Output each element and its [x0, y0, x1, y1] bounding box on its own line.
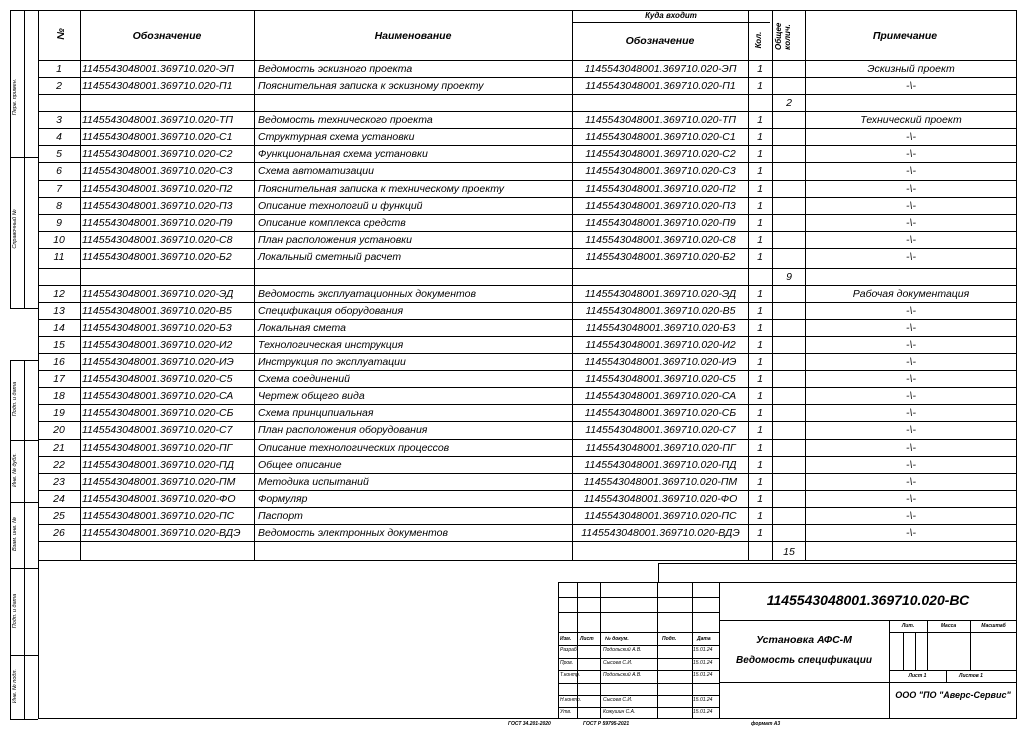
row-designation: 1145543048001.369710.020-С2 [82, 148, 233, 160]
row-designation: 1145543048001.369710.020-ПГ [82, 442, 233, 454]
row-qty: 1 [757, 217, 763, 229]
grid-line [38, 336, 1017, 337]
row-number: 18 [53, 390, 65, 402]
row-name: Пояснительная записка к эскизному проекту [258, 80, 484, 92]
title-block-line [558, 658, 719, 659]
title-block-line [558, 683, 719, 684]
col-list: Лист [580, 636, 594, 642]
side-label-sign-date: Подп. и дата [12, 381, 18, 417]
row-number: 26 [53, 527, 65, 539]
role-date: 15.01.24 [693, 709, 713, 715]
row-qty: 1 [757, 63, 763, 75]
role-name: Сысоев С.И. [603, 697, 633, 703]
row-name: Ведомость эскизного проекта [258, 63, 413, 75]
row-designation: 1145543048001.369710.020-Б2 [82, 251, 232, 263]
role-label: Утв. [560, 709, 572, 715]
row-number: 19 [53, 407, 65, 419]
side-label-dup-inv: Инв. № дубл. [12, 453, 18, 487]
lit-label: Лит. [901, 623, 915, 629]
row-qty: 1 [757, 424, 763, 436]
role-label: Н.контр. [560, 697, 582, 703]
row-parent-designation: 1145543048001.369710.020-СА [584, 390, 737, 402]
row-note: -\- [906, 390, 916, 402]
row-parent-designation: 1145543048001.369710.020-ФО [583, 493, 738, 505]
grid-line [38, 111, 1017, 112]
grid-line [38, 214, 1017, 215]
row-name: Ведомость технического проекта [258, 114, 433, 126]
row-parent-designation: 1145543048001.369710.020-Б2 [585, 251, 736, 263]
row-qty: 1 [757, 476, 763, 488]
row-name: Пояснительная записка к техническому проекту [258, 183, 505, 195]
grid-line [38, 524, 1017, 525]
row-note: Технический проект [860, 114, 962, 126]
row-number: 10 [53, 234, 65, 246]
row-note: -\- [906, 476, 916, 488]
scale-label: Масштаб [981, 623, 1006, 629]
side-strip-divider [24, 360, 25, 719]
row-qty: 1 [757, 459, 763, 471]
row-designation: 1145543048001.369710.020-П2 [82, 183, 233, 195]
row-parent-designation: 1145543048001.369710.020-ПС [584, 510, 737, 522]
row-number: 21 [53, 442, 65, 454]
row-parent-designation: 1145543048001.369710.020-ЭД [584, 288, 737, 300]
grid-line [38, 197, 1017, 198]
grid-line [38, 387, 1017, 388]
gost-2: ГОСТ Р 59795-2021 [583, 721, 630, 727]
side-label-reference: Справочный № [12, 209, 18, 249]
header-total-qty: Общее колич. [774, 22, 792, 50]
grid-line [38, 473, 1017, 474]
row-designation: 1145543048001.369710.020-С8 [82, 234, 233, 246]
row-name: Ведомость электронных документов [258, 527, 448, 539]
side-strip-divider [24, 10, 25, 308]
grid-line [38, 268, 1017, 269]
row-number: 24 [53, 493, 65, 505]
role-date: 15.01.24 [693, 647, 713, 653]
role-date: 15.01.24 [693, 697, 713, 703]
row-designation: 1145543048001.369710.020-С5 [82, 373, 233, 385]
row-name: Инструкция по эксплуатации [258, 356, 406, 368]
row-name: Структурная схема установки [258, 131, 415, 143]
row-qty: 1 [757, 407, 763, 419]
row-name: Паспорт [258, 510, 303, 522]
title-block-line [558, 645, 719, 646]
title-block-line [558, 670, 719, 671]
row-note: -\- [906, 234, 916, 246]
sheets-label: Листов 1 [959, 673, 983, 679]
format-label: формат А3 [751, 721, 781, 727]
row-qty: 1 [757, 80, 763, 92]
row-name: Ведомость эксплуатационных документов [258, 288, 476, 300]
row-qty: 1 [757, 356, 763, 368]
side-label-sign-date-2: Подп. и дата [12, 593, 18, 629]
row-note: -\- [906, 322, 916, 334]
row-designation: 1145543048001.369710.020-В5 [82, 305, 232, 317]
row-note: -\- [906, 148, 916, 160]
row-designation: 1145543048001.369710.020-Б3 [82, 322, 232, 334]
row-parent-designation: 1145543048001.369710.020-СБ [584, 407, 737, 419]
row-designation: 1145543048001.369710.020-СА [82, 390, 234, 402]
row-number: 5 [56, 148, 62, 160]
row-qty: 1 [757, 510, 763, 522]
row-name: Технологическая инструкция [258, 339, 404, 351]
gost-1: ГОСТ 34.201-2020 [508, 721, 551, 727]
row-name: Схема соединений [258, 373, 350, 385]
side-strip-border [10, 308, 38, 309]
header-where-used: Куда входит [645, 11, 697, 20]
row-name: Схема принципиальная [258, 407, 374, 419]
title-block-line [558, 612, 719, 613]
grid-line [38, 560, 1017, 561]
row-number: 6 [56, 165, 62, 177]
row-number: 22 [53, 459, 65, 471]
side-strip-divider [10, 157, 38, 158]
row-parent-designation: 1145543048001.369710.020-ЭП [584, 63, 737, 75]
row-name: План расположения установки [258, 234, 412, 246]
role-name: Подольский А.В. [603, 672, 642, 678]
row-number: 17 [53, 373, 65, 385]
row-qty: 1 [757, 148, 763, 160]
row-qty: 1 [757, 251, 763, 263]
doc-code: 1145543048001.369710.020-ВС [766, 592, 970, 608]
role-label: Разраб. [560, 647, 579, 653]
row-qty: 1 [757, 527, 763, 539]
grid-line [38, 404, 1017, 405]
organization: ООО "ПО "Аверс-Сервис" [895, 690, 1011, 700]
title-block-line [558, 707, 719, 708]
col-izm: Изм. [560, 636, 572, 642]
row-name: Общее описание [258, 459, 342, 471]
row-note: -\- [906, 305, 916, 317]
row-name: Формуляр [258, 493, 308, 505]
subtotal-technical: 9 [786, 271, 792, 283]
row-designation: 1145543048001.369710.020-И2 [82, 339, 233, 351]
row-parent-designation: 1145543048001.369710.020-С2 [585, 148, 736, 160]
grid-line [38, 77, 1017, 78]
row-parent-designation: 1145543048001.369710.020-ВДЭ [581, 527, 740, 539]
row-note: -\- [906, 493, 916, 505]
row-designation: 1145543048001.369710.020-СБ [82, 407, 234, 419]
row-name: Локальный сметный расчет [258, 251, 402, 263]
side-strip-border [10, 360, 11, 719]
row-parent-designation: 1145543048001.369710.020-ТП [584, 114, 737, 126]
title-block-line [558, 632, 719, 633]
row-designation: 1145543048001.369710.020-ЭД [82, 288, 234, 300]
row-qty: 1 [757, 114, 763, 126]
row-designation: 1145543048001.369710.020-С3 [82, 165, 233, 177]
row-qty: 1 [757, 442, 763, 454]
header-where-designation: Обозначение [625, 35, 695, 47]
role-label: Т.контр. [560, 672, 581, 678]
row-name: План расположения оборудования [258, 424, 428, 436]
row-note: -\- [906, 80, 916, 92]
grid-line [38, 60, 1017, 61]
header-qty: Кол. [754, 31, 763, 49]
row-designation: 1145543048001.369710.020-ТП [82, 114, 234, 126]
row-qty: 1 [757, 322, 763, 334]
row-number: 8 [56, 200, 62, 212]
row-parent-designation: 1145543048001.369710.020-С1 [585, 131, 736, 143]
row-note: -\- [906, 356, 916, 368]
side-strip-border [10, 10, 11, 308]
role-name: Кожушин С.А. [603, 709, 636, 715]
row-number: 25 [53, 510, 65, 522]
row-qty: 1 [757, 288, 763, 300]
header-num: № [56, 28, 67, 40]
row-parent-designation: 1145543048001.369710.020-С8 [585, 234, 736, 246]
row-parent-designation: 1145543048001.369710.020-ПД [584, 459, 737, 471]
subtotal-working: 15 [783, 546, 795, 558]
row-parent-designation: 1145543048001.369710.020-С7 [585, 424, 736, 436]
row-parent-designation: 1145543048001.369710.020-П2 [585, 183, 736, 195]
title-line-1: Установка АФС-М [756, 634, 852, 646]
subtotal-sketch: 2 [786, 97, 792, 109]
grid-line [38, 248, 1017, 249]
row-designation: 1145543048001.369710.020-ПМ [82, 476, 236, 488]
row-name: Описание технологических процессов [258, 442, 450, 454]
row-number: 1 [56, 63, 62, 75]
grid-line [38, 302, 1017, 303]
title-line-2: Ведомость спецификации [735, 655, 873, 666]
row-note: -\- [906, 217, 916, 229]
row-number: 4 [56, 131, 62, 143]
row-note: -\- [906, 183, 916, 195]
row-note: -\- [906, 442, 916, 454]
row-designation: 1145543048001.369710.020-ФО [82, 493, 236, 505]
row-note: -\- [906, 407, 916, 419]
row-note: -\- [906, 424, 916, 436]
grid-line [38, 231, 1017, 232]
sheet-label: Лист 1 [908, 673, 927, 679]
row-parent-designation: 1145543048001.369710.020-ПГ [585, 442, 736, 454]
row-parent-designation: 1145543048001.369710.020-С5 [585, 373, 736, 385]
row-name: Чертеж общего вида [258, 390, 365, 402]
row-qty: 1 [757, 493, 763, 505]
grid-line [38, 162, 1017, 163]
mass-label: Масса [940, 623, 957, 629]
row-qty: 1 [757, 131, 763, 143]
row-parent-designation: 1145543048001.369710.020-П3 [585, 200, 736, 212]
row-note: Рабочая документация [852, 288, 970, 300]
grid-line [38, 353, 1017, 354]
role-name: Сысоев С.И. [603, 660, 633, 666]
row-note: -\- [906, 251, 916, 263]
row-number: 23 [53, 476, 65, 488]
row-designation: 1145543048001.369710.020-П1 [82, 80, 233, 92]
row-parent-designation: 1145543048001.369710.020-И2 [585, 339, 736, 351]
grid-line [38, 128, 1017, 129]
row-designation: 1145543048001.369710.020-П3 [82, 200, 233, 212]
side-label-orig-inv: Инв. № подл. [12, 668, 18, 704]
col-sign: Подп. [662, 636, 677, 642]
row-number: 12 [53, 288, 65, 300]
row-number: 13 [53, 305, 65, 317]
grid-line [38, 285, 1017, 286]
grid-line [38, 439, 1017, 440]
role-date: 15.01.24 [693, 660, 713, 666]
row-name: Схема автоматизации [258, 165, 374, 177]
row-note: -\- [906, 527, 916, 539]
row-qty: 1 [757, 390, 763, 402]
title-block-line [558, 597, 719, 598]
role-date: 15.01.24 [693, 672, 713, 678]
grid-line [38, 180, 1017, 181]
col-date: Дата [697, 636, 711, 642]
row-number: 16 [53, 356, 65, 368]
row-number: 20 [53, 424, 65, 436]
row-qty: 1 [757, 373, 763, 385]
row-designation: 1145543048001.369710.020-ИЭ [82, 356, 234, 368]
grid-line [38, 145, 1017, 146]
row-parent-designation: 1145543048001.369710.020-ПМ [583, 476, 738, 488]
col-doc: № докум. [605, 636, 629, 642]
row-name: Функциональная схема установки [258, 148, 428, 160]
grid-line [38, 490, 1017, 491]
row-qty: 1 [757, 183, 763, 195]
row-name: Спецификация оборудования [258, 305, 404, 317]
grid-line [38, 370, 1017, 371]
header-name: Наименование [374, 30, 452, 42]
row-number: 11 [53, 251, 65, 263]
row-designation: 1145543048001.369710.020-С7 [82, 424, 233, 436]
row-number: 9 [56, 217, 62, 229]
grid-line [38, 319, 1017, 320]
row-name: Описание технологий и функций [258, 200, 423, 212]
row-qty: 1 [757, 165, 763, 177]
row-name: Описание комплекса средств [258, 217, 406, 229]
row-parent-designation: 1145543048001.369710.020-Б3 [585, 322, 736, 334]
row-designation: 1145543048001.369710.020-С1 [82, 131, 233, 143]
row-name: Локальная смета [258, 322, 346, 334]
grid-line [38, 541, 1017, 542]
grid-line [38, 421, 1017, 422]
row-designation: 1145543048001.369710.020-ПД [82, 459, 235, 471]
row-note: -\- [906, 339, 916, 351]
grid-line [38, 507, 1017, 508]
header-designation: Обозначение [132, 30, 202, 42]
row-number: 15 [53, 339, 65, 351]
row-note: -\- [906, 200, 916, 212]
grid-line [38, 456, 1017, 457]
row-number: 7 [56, 183, 62, 195]
row-parent-designation: 1145543048001.369710.020-В5 [585, 305, 736, 317]
side-label-first-use: Перв. примен. [12, 78, 18, 116]
grid-line [38, 94, 1017, 95]
row-note: -\- [906, 131, 916, 143]
title-block-line [558, 695, 719, 696]
row-designation: 1145543048001.369710.020-ВДЭ [82, 527, 241, 539]
role-label: Пров. [560, 660, 574, 666]
row-number: 2 [56, 80, 62, 92]
row-parent-designation: 1145543048001.369710.020-П9 [585, 217, 736, 229]
row-qty: 1 [757, 200, 763, 212]
row-designation: 1145543048001.369710.020-ЭП [82, 63, 234, 75]
row-parent-designation: 1145543048001.369710.020-С3 [585, 165, 736, 177]
row-note: -\- [906, 165, 916, 177]
row-parent-designation: 1145543048001.369710.020-П1 [585, 80, 736, 92]
header-note: Примечание [872, 30, 938, 42]
row-parent-designation: 1145543048001.369710.020-ИЭ [584, 356, 737, 368]
row-name: Методика испытаний [258, 476, 369, 488]
row-qty: 1 [757, 339, 763, 351]
grid-line [572, 22, 770, 23]
role-name: Подольский А.В. [603, 647, 642, 653]
row-note: -\- [906, 510, 916, 522]
row-designation: 1145543048001.369710.020-П9 [82, 217, 233, 229]
row-number: 3 [56, 114, 62, 126]
row-note: -\- [906, 373, 916, 385]
row-number: 14 [53, 322, 65, 334]
row-qty: 1 [757, 305, 763, 317]
side-label-replace-inv: Взам. инв. № [12, 516, 18, 552]
row-note: Эскизный проект [867, 63, 955, 75]
row-designation: 1145543048001.369710.020-ПС [82, 510, 235, 522]
row-note: -\- [906, 459, 916, 471]
row-qty: 1 [757, 234, 763, 246]
